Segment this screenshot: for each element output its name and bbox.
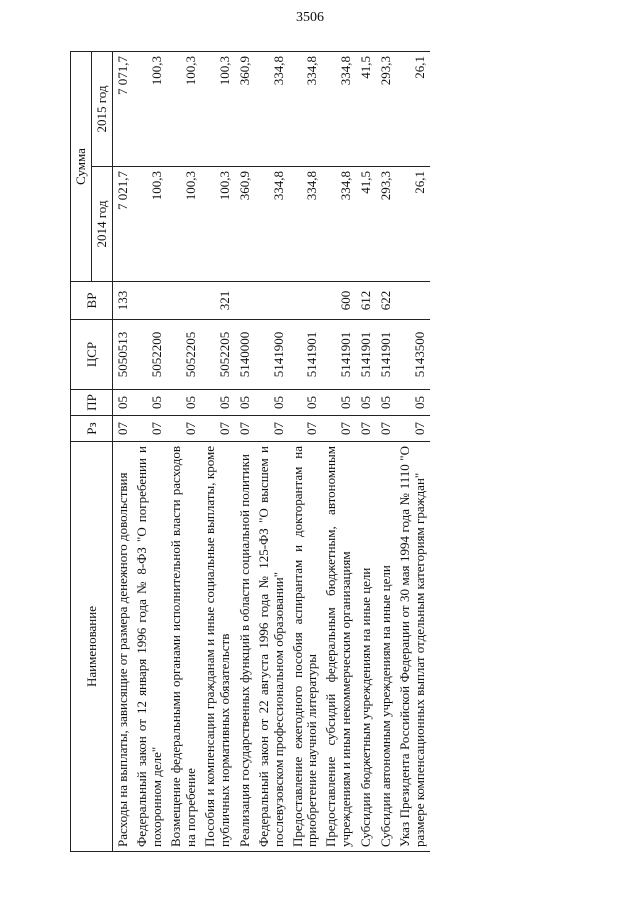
row-csr-cell: 5141901 <box>376 320 396 390</box>
row-csr-cell: 5052205 <box>201 320 235 390</box>
row-vr-cell <box>167 282 201 320</box>
row-rz-cell: 07 <box>113 416 134 442</box>
row-2015-cell: 41,5 <box>356 52 376 167</box>
row-vr-cell <box>255 282 289 320</box>
row-name-cell: Федеральный закон от 22 августа 1996 года № 125-ФЗ "О высшем и послевузовском профессиональном образовании" <box>255 442 289 852</box>
page-number: 3506 <box>296 10 324 25</box>
row-2015-cell: 100,3 <box>201 52 235 167</box>
row-2015-cell: 360,9 <box>235 52 255 167</box>
table-row <box>356 52 376 852</box>
row-vr-cell <box>396 282 430 320</box>
row-csr-cell: 5050513 <box>113 320 134 390</box>
table-row <box>289 52 323 852</box>
row-name-cell: Субсидии автономным учреждениям на иные цели <box>376 442 396 852</box>
row-2014-cell: 360,9 <box>235 167 255 282</box>
row-vr-cell <box>235 282 255 320</box>
row-name-cell: Предоставление субсидий федеральным бюджетным, автономным учреждениям и иным некоммерческим организациям <box>322 442 356 852</box>
header-sum: Сумма <box>71 52 92 282</box>
row-vr-cell <box>289 282 323 320</box>
row-2015-cell: 334,8 <box>255 52 289 167</box>
header-vr: ВР <box>71 282 113 320</box>
table-row <box>133 52 167 852</box>
row-rz-cell: 07 <box>289 416 323 442</box>
row-pr-cell: 05 <box>255 390 289 416</box>
row-name-cell: Указ Президента Российской Федерации от 30 мая 1994 года № 1110 "О размере компенсационных выплат отдельным категориям граждан" <box>396 442 430 852</box>
row-2014-cell: 100,3 <box>133 167 167 282</box>
row-rz-cell: 07 <box>322 416 356 442</box>
row-vr-cell: 600 <box>322 282 356 320</box>
row-name-cell: Пособия и компенсации гражданам и иные социальные выплаты, кроме публичных нормативных обязательств <box>201 442 235 852</box>
row-2015-cell: 100,3 <box>133 52 167 167</box>
row-csr-cell: 5141900 <box>255 320 289 390</box>
row-2015-cell: 100,3 <box>167 52 201 167</box>
row-vr-cell: 612 <box>356 282 376 320</box>
row-name-cell: Федеральный закон от 12 января 1996 года № 8-ФЗ "О погребении и похоронном деле" <box>133 442 167 852</box>
row-csr-cell: 5141901 <box>289 320 323 390</box>
row-2014-cell: 100,3 <box>201 167 235 282</box>
row-vr-cell: 321 <box>201 282 235 320</box>
header-2014: 2014 год <box>92 167 113 282</box>
row-2014-cell: 41,5 <box>356 167 376 282</box>
row-pr-cell: 05 <box>376 390 396 416</box>
row-2015-cell: 7 071,7 <box>113 52 134 167</box>
header-name: Наименование <box>71 442 113 852</box>
row-2014-cell: 293,3 <box>376 167 396 282</box>
row-vr-cell <box>133 282 167 320</box>
header-2015: 2015 год <box>92 52 113 167</box>
row-pr-cell: 05 <box>113 390 134 416</box>
table-row <box>201 52 235 852</box>
row-2014-cell: 334,8 <box>255 167 289 282</box>
row-2015-cell: 26,1 <box>396 52 430 167</box>
row-2014-cell: 334,8 <box>322 167 356 282</box>
row-pr-cell: 05 <box>356 390 376 416</box>
header-csr: ЦСР <box>71 320 113 390</box>
row-pr-cell: 05 <box>396 390 430 416</box>
row-name-cell: Возмещение федеральными органами исполнительной власти расходов на погребение <box>167 442 201 852</box>
row-csr-cell: 5052205 <box>167 320 201 390</box>
row-2015-cell: 293,3 <box>376 52 396 167</box>
row-pr-cell: 05 <box>133 390 167 416</box>
row-pr-cell: 05 <box>201 390 235 416</box>
rotated-table-container <box>70 52 600 852</box>
table-row <box>376 52 396 852</box>
row-csr-cell: 5143500 <box>396 320 430 390</box>
row-name-cell: Предоставление ежегодного пособия аспирантам и докторантам на приобретение научной литературы <box>289 442 323 852</box>
row-rz-cell: 07 <box>133 416 167 442</box>
row-csr-cell: 5052200 <box>133 320 167 390</box>
row-rz-cell: 07 <box>235 416 255 442</box>
row-rz-cell: 07 <box>356 416 376 442</box>
row-rz-cell: 07 <box>201 416 235 442</box>
row-2014-cell: 100,3 <box>167 167 201 282</box>
row-rz-cell: 07 <box>167 416 201 442</box>
row-vr-cell: 133 <box>113 282 134 320</box>
row-vr-cell: 622 <box>376 282 396 320</box>
row-csr-cell: 5141901 <box>322 320 356 390</box>
header-pr: ПР <box>71 390 113 416</box>
row-name-cell: Расходы на выплаты, зависящие от размера денежного довольствия <box>113 442 134 852</box>
table-body <box>113 52 431 852</box>
budget-table <box>70 51 430 852</box>
row-rz-cell: 07 <box>255 416 289 442</box>
row-2015-cell: 334,8 <box>289 52 323 167</box>
header-rz: Рз <box>71 416 113 442</box>
row-2015-cell: 334,8 <box>322 52 356 167</box>
table-row <box>322 52 356 852</box>
row-pr-cell: 05 <box>322 390 356 416</box>
row-2014-cell: 26,1 <box>396 167 430 282</box>
row-pr-cell: 05 <box>235 390 255 416</box>
table-row <box>235 52 255 852</box>
table-row <box>396 52 430 852</box>
table-row <box>167 52 201 852</box>
row-rz-cell: 07 <box>376 416 396 442</box>
table-row <box>113 52 134 852</box>
row-name-cell: Реализация государственных функций в области социальной политики <box>235 442 255 852</box>
row-2014-cell: 334,8 <box>289 167 323 282</box>
row-rz-cell: 07 <box>396 416 430 442</box>
row-pr-cell: 05 <box>167 390 201 416</box>
row-csr-cell: 5140000 <box>235 320 255 390</box>
row-name-cell: Субсидии бюджетным учреждениям на иные цели <box>356 442 376 852</box>
table-row <box>255 52 289 852</box>
row-pr-cell: 05 <box>289 390 323 416</box>
row-csr-cell: 5141901 <box>356 320 376 390</box>
row-2014-cell: 7 021,7 <box>113 167 134 282</box>
